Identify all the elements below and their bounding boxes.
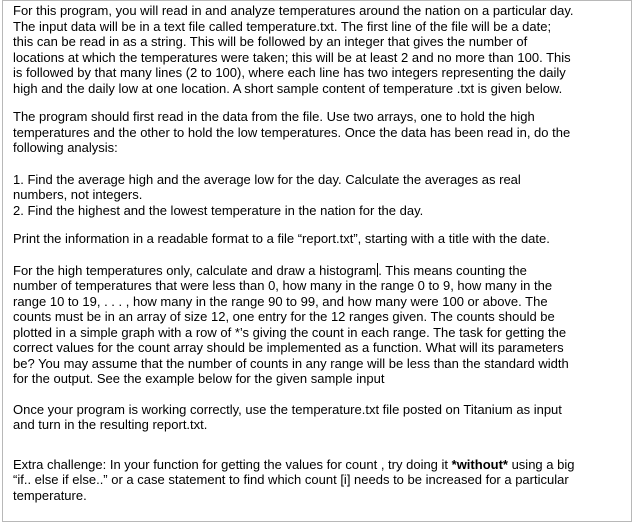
analysis-list: 1. Find the average high and the average low for the day. Calculate the averages as real numbers, not integers. 2. Find the highest and the lowest temperature in the nation for the day. xyxy=(13,171,521,218)
paragraph-read-data: The program should first read in the data from the file. Use two arrays, one to hold the high temperatures and the other to hold the low temperatures. Once the data has been read in, do the following analysis: xyxy=(13,109,571,155)
text-cursor xyxy=(377,263,378,277)
paragraph-extra-challenge xyxy=(13,457,631,504)
paragraph-intro: For this program, you will read in and analyze temperatures around the nation on a particular day. The input data will be in a text file called temperature.txt. The first line of the file will be a date; this can be read in as a string. This will be followed by an integer that gives the number of locations at which the temperatures were taken; this will be at least 2 and no more than 100. This is followed by that many lines (2 to 100), where each line has two integers representing the daily high and the daily low at one location. A short sample content of temperature .txt is given below. xyxy=(13,3,574,96)
histogram-text-rest: This means counting the number of temperatures that were less than 0, how many in the range 0 to 9, how many in the range 10 to 19, . . . , how many in the range 90 to 99, and how many were 100 or above. The counts must be in an array of size 12, one entry for the 12 ranges given. The counts should be plotted in a simple graph with a row of *’s giving the count in each range. The task for getting the correct values for the count array should be implemented as a function. What will its parameters be? You may assume that the number of counts in any range will be less than the standard width for the output. See the example below for the given sample input xyxy=(13,262,569,386)
paragraph-print-report: Print the information in a readable format to a file “report.txt”, starting with a title with the date. xyxy=(13,231,550,246)
challenge-text-rest: using a big “if.. else if else..” or a case statement to find which count [i] needs to be increased for a particular temperature. xyxy=(13,456,575,503)
document-body xyxy=(2,0,632,522)
challenge-emphasis: *without* xyxy=(451,456,508,472)
paragraph-histogram: For the high temperatures only, calculate and draw a histogram . This means counting the number of temperatures that were less than 0, how many in the range 0 to 9, how many in the range 10 to 19, . . . , how many in the range 90 to 99, and how many were 100 or above. The counts must be in an array of size 12, one entry for the 12 ranges given. The counts should be plotted in a simple graph with a row of *’s giving the count in each range. The task for getting the correct values for the count array should be implemented as a function. What will its parameters be? You may assume that the number of counts in any range will be less than the standard width for the output. See the example below for the given sample input xyxy=(13,262,569,386)
challenge-text-start: Extra challenge: In your function for getting the values for count , try doing it xyxy=(13,456,452,472)
paragraph-submission: Once your program is working correctly, use the temperature.txt file posted on Titanium as input and turn in the resulting report.txt. xyxy=(13,401,562,432)
histogram-text-start: For the high temperatures only, calculate and draw a histogram xyxy=(13,262,377,278)
